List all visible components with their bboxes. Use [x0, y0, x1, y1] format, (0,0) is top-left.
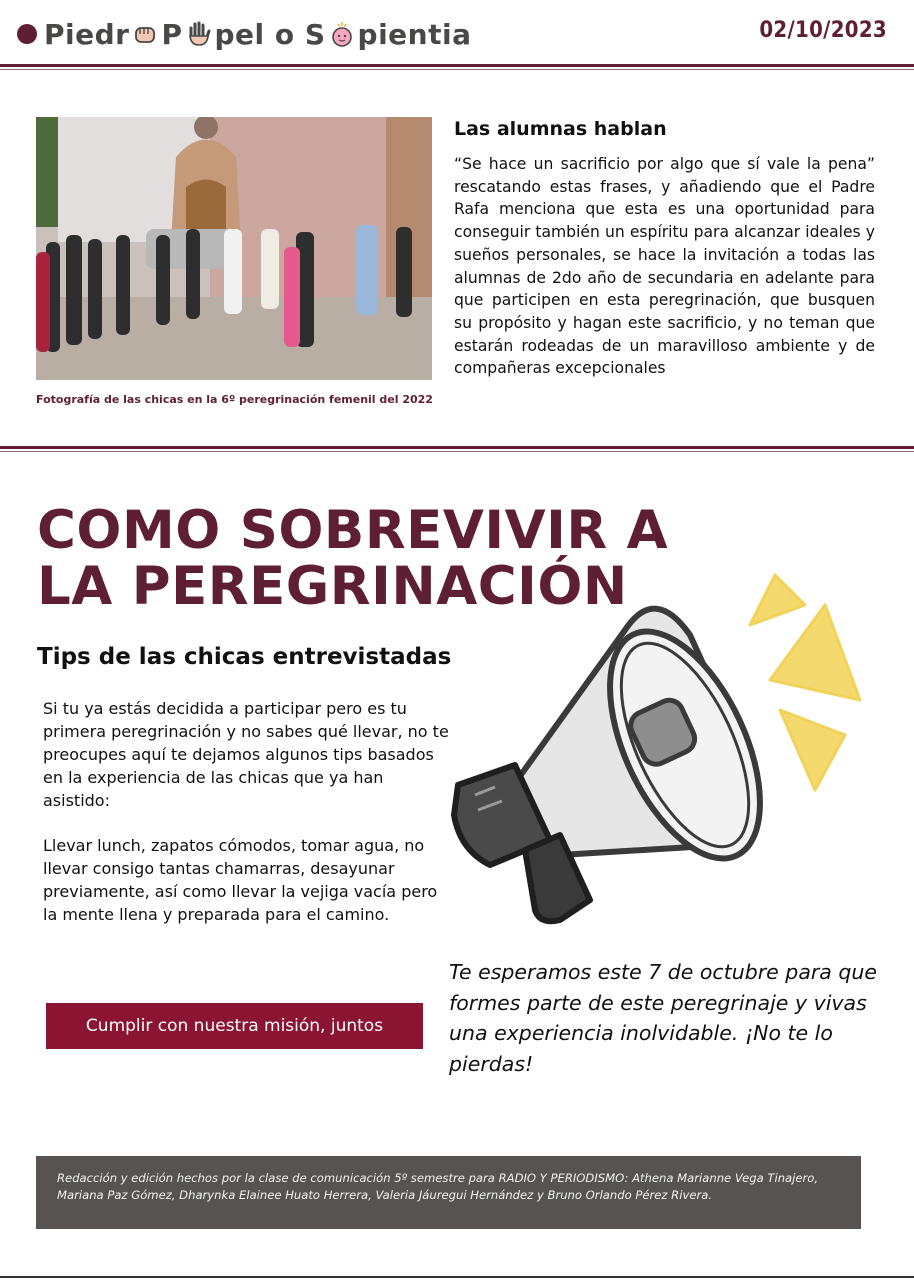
- header-divider-thin: [0, 69, 914, 70]
- bottom-divider: [0, 1276, 914, 1278]
- open-hand-icon: [185, 20, 213, 48]
- tips-subtitle: Tips de las chicas entrevistadas: [37, 644, 452, 670]
- brand-part-3: pel o S: [214, 17, 326, 51]
- issue-date: 02/10/2023: [759, 18, 887, 43]
- photo-caption: Fotografía de las chicas en la 6º peregrinación femenil del 2022: [36, 393, 433, 406]
- article-quote: “Se hace un sacrificio por algo que sí vale la pena” rescatando estas frases, y añadiendo que el Padre Rafa menciona que esta es una oportunidad para conseguir también un espíritu para alcanzar ideales y sueños personales, se hace la invitación a todas las alumnas de 2do año de secundaria en adelante para que participen en esta peregrinación, que busquen su propósito y hagan este sacrificio, y no teman que estarán rodeadas de un maravilloso ambiente y de compañeras excepcionales: [454, 155, 875, 378]
- pilgrimage-photo: [36, 117, 432, 380]
- header-divider: [0, 64, 914, 67]
- thinking-face-icon: [328, 20, 356, 48]
- brand-dot: [17, 24, 37, 44]
- section-divider: [0, 446, 914, 449]
- fist-icon: [131, 20, 159, 48]
- invitation-text: Te esperamos este 7 de octubre para que formes parte de este peregrinaje y vivas una experiencia inolvidable. ¡No te lo pierdas!: [449, 960, 878, 1076]
- section-title: Las alumnas hablan: [454, 118, 667, 140]
- credits-text: Redacción y edición hechos por la clase de comunicación 5º semestre para RADIO Y PERIODISMO: Athena Marianne Vega Tinajero, Mariana Paz Gómez, Dharynka Elainee Huato Herrera, Valeria Jáuregui Hernández y Bruno Orlando Pérez Rivera.: [57, 1171, 819, 1202]
- tips-headline: COMO SOBREVIVIR A LA PEREGRINACIÓN: [37, 500, 669, 617]
- megaphone-icon: [440, 565, 880, 940]
- page-header: [0, 0, 914, 68]
- section-divider-thin: [0, 451, 914, 452]
- brand-logo: [44, 14, 471, 54]
- tips-intro: Si tu ya estás decidida a participar pero es tu primera peregrinación y no sabes qué llevar, no te preocupes aquí te dejamos algunos tips basados en la experiencia de las chicas que ya han asistido:: [43, 699, 449, 810]
- credits-footer: [36, 1156, 861, 1229]
- brand-part-4: pientia: [357, 17, 472, 51]
- tips-list: Llevar lunch, zapatos cómodos, tomar agua, no llevar consigo tantas chamarras, desayunar previamente, así como llevar la vejiga vacía pero la mente llena y preparada para el camino.: [43, 836, 438, 924]
- mission-cta-button[interactable]: Cumplir con nuestra misión, juntos: [46, 1003, 423, 1049]
- brand-part-1: Piedr: [44, 17, 130, 51]
- brand-part-2: P: [161, 17, 183, 51]
